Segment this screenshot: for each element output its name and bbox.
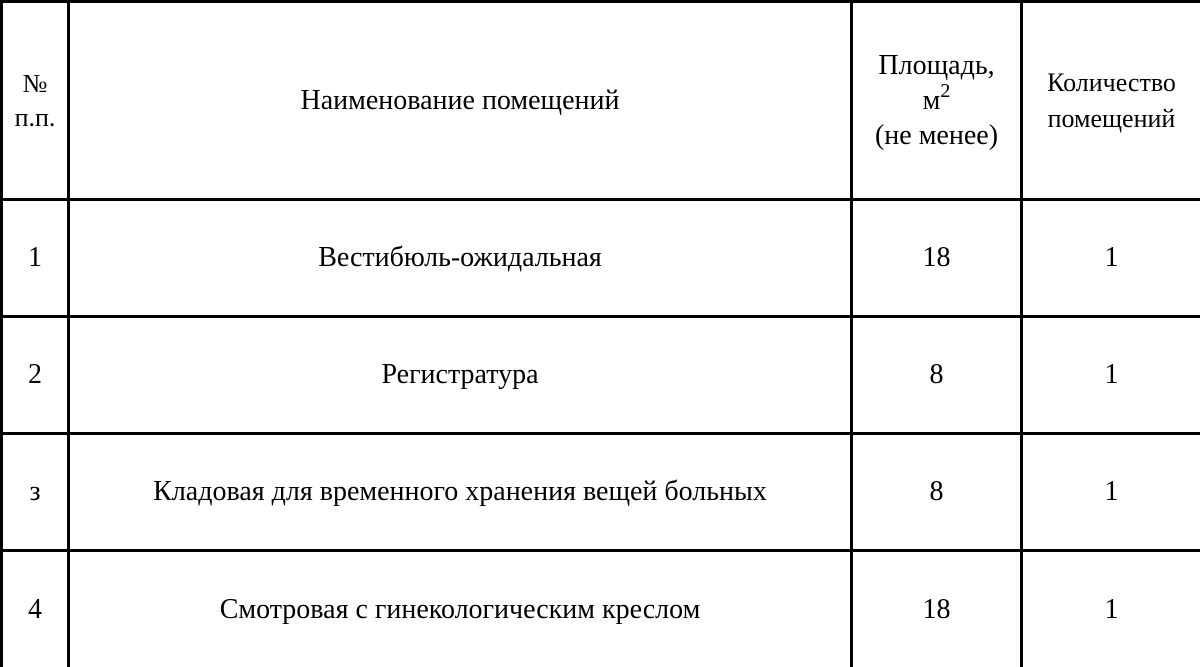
row-number: 1 [2, 200, 69, 317]
room-count: 1 [1022, 434, 1200, 551]
room-count: 1 [1022, 317, 1200, 434]
header-number [2, 2, 69, 200]
table-row [2, 200, 1200, 317]
header-count-sublabel: помещений [1047, 103, 1176, 133]
header-number-abbr: п.п. [14, 102, 56, 132]
header-area [852, 2, 1022, 200]
header-number-symbol: № [22, 68, 48, 98]
header-room-name-label: Наименование помещений [300, 84, 620, 116]
header-area-unit-exponent: 2 [940, 80, 951, 102]
room-count: 1 [1022, 551, 1200, 667]
room-area: 18 [852, 551, 1022, 667]
header-area-unit: м [922, 85, 941, 116]
table-header-row [2, 2, 1200, 200]
room-area: 8 [852, 317, 1022, 434]
header-area-note: (не менее) [874, 120, 999, 151]
room-name: Регистратура [69, 317, 852, 434]
header-room-name [69, 2, 852, 200]
row-number: з [2, 434, 69, 551]
table-row [2, 434, 1200, 551]
row-number: 4 [2, 551, 69, 667]
room-name: Смотровая с гинекологическим креслом [69, 551, 852, 667]
header-count-label: Количество [1047, 68, 1176, 98]
table-row [2, 551, 1200, 667]
header-area-label: Площадь, [878, 50, 995, 81]
room-name: Кладовая для временного хранения вещей больных [69, 434, 852, 551]
row-number: 2 [2, 317, 69, 434]
header-area-unit-line [875, 80, 998, 118]
room-area: 18 [852, 200, 1022, 317]
room-name: Вестибюль-ожидальная [69, 200, 852, 317]
room-count: 1 [1022, 200, 1200, 317]
header-count [1022, 2, 1200, 200]
table-row [2, 317, 1200, 434]
room-area: 8 [852, 434, 1022, 551]
